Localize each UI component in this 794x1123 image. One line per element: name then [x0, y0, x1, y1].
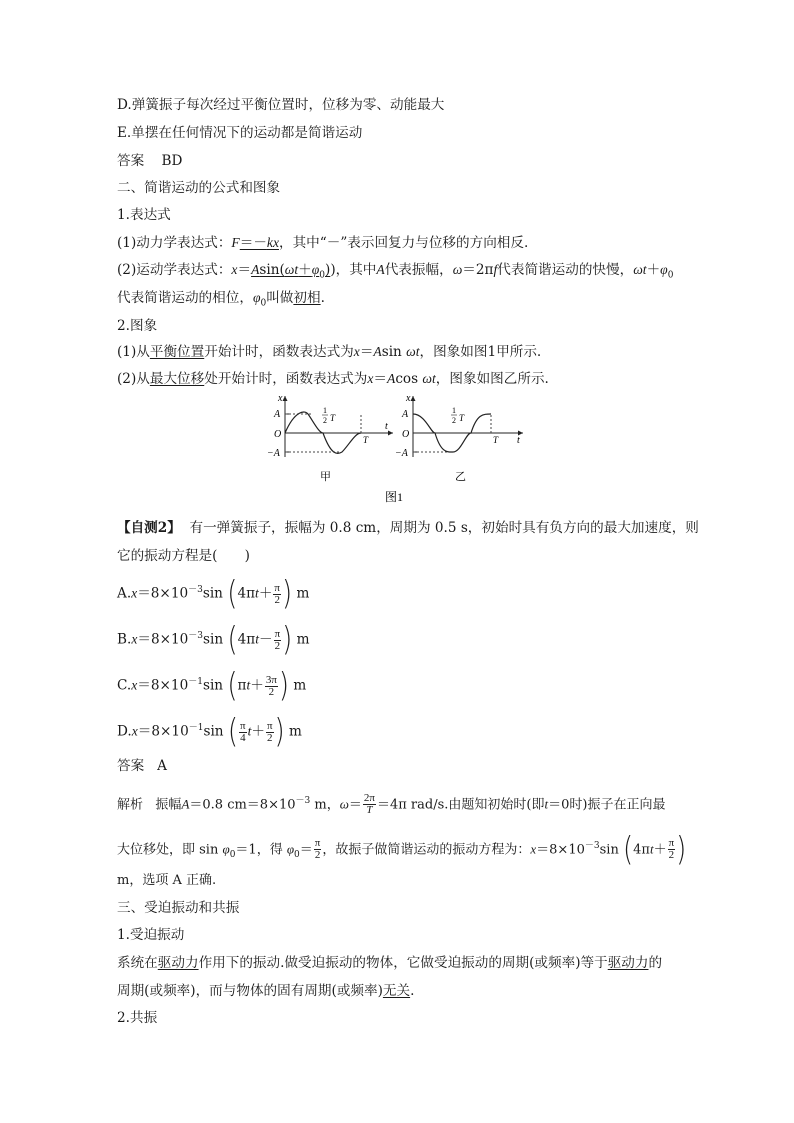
question-line-2: 它的振动方程是( ) — [117, 548, 250, 564]
plot-left — [267, 393, 393, 483]
forced-line-1: 系统在驱动力作用下的振动.做受迫振动的物体，它做受迫振动的周期(或频率)等于驱动力的 — [117, 955, 663, 971]
subsection-resonance: 2.共振 — [117, 1010, 158, 1026]
fig-left-negA: −A — [267, 448, 280, 459]
fig-right-O: O — [402, 429, 410, 440]
answer-line — [117, 151, 182, 171]
formula-dynamics: (1)动力学表达式：F＝－kx，其中“－”表示回复力与位移的方向相反. — [117, 235, 529, 251]
question-line-1: 【自测2】 有一弹簧振子，振幅为 0.8 cm，周期为 0.5 s，初始时具有负方向的最大加速度，则 — [117, 520, 699, 536]
subsection-expression: 1.表达式 — [117, 207, 171, 223]
option-c: $C.x=8\times 10^{-1}\sin$ (πt＋ $\frac{3\pi}{2}$ ) m — [117, 667, 307, 705]
plot-right — [395, 393, 523, 483]
fig-left-x-label: x — [278, 393, 283, 404]
fig-right-T: T — [493, 435, 499, 445]
fig-right-x-label: x — [406, 393, 411, 404]
subsection-graph: 2.图象 — [117, 318, 158, 334]
graph-line-2: (2)从最大位移处开始计时，函数表达式为x＝Acos ωt，图象如图乙所示. — [117, 371, 549, 387]
option-d-text: D.弹簧振子每次经过平衡位置时，位移为零、动能最大 — [117, 97, 445, 113]
formula-kinematics-cont: 代表简谐运动的相位，$\varphi_0$叫做初相. — [117, 290, 325, 309]
section-2-title: 二、简谐运动的公式和图象 — [117, 180, 281, 196]
option-e-text: E.单摆在任何情况下的运动都是简谐运动 — [117, 125, 363, 141]
fig-left-halfT: T — [330, 413, 336, 423]
fig-right-halfT: T — [459, 413, 465, 423]
answer-label: 答案 — [117, 153, 145, 169]
subsection-forced: 1.受迫振动 — [117, 927, 185, 943]
answer-2-line: 答案 A — [117, 758, 167, 774]
fig-right-negA: −A — [395, 448, 408, 459]
solution-line-3: m，选项 A 正确. — [117, 873, 217, 888]
fig-left-A: A — [274, 409, 281, 420]
figure-caption: 图1 — [385, 490, 404, 503]
fig-right-t-label: t — [517, 435, 520, 446]
fig-left-t-label: t — [385, 421, 388, 432]
fig-right-caption: 乙 — [455, 471, 466, 483]
section-3-title: 三、受迫振动和共振 — [117, 900, 240, 916]
solution-line-1: 解析 振幅A＝0.8 $cm=8\times 10^{-3}$ m，ω＝ $\frac{2\pi}{T}$ ＝4π rad/s.由题知初始时(即t＝0时)振子在正向最 — [117, 792, 666, 817]
fig-right-A: A — [402, 409, 409, 420]
fig-left-O: O — [274, 429, 282, 440]
graph-line-1: (1)从平衡位置开始计时，函数表达式为x＝Asin ωt，图象如图1甲所示. — [117, 344, 542, 360]
question-tag: 【自测2】 — [117, 520, 181, 536]
figure-1 — [265, 393, 535, 503]
fig-left-half-den: 2 — [323, 416, 327, 425]
forced-line-2: 周期(或频率)，而与物体的固有周期(或频率)无关. — [117, 983, 415, 999]
solution-line-2: 大位移处，即 $\sin \varphi_0=1$，得 $\varphi_0=$ $\frac{\pi}{2}$ ，故振子做简谐运动的振动方程为：$x=8\times 10^{-3}\sin$ (4πt＋ $\frac{\pi}{2}$ ) — [117, 831, 687, 869]
fig-right-half-den: 2 — [452, 416, 456, 425]
fig-left-caption: 甲 — [320, 471, 331, 483]
fig-right-half-num: 1 — [452, 406, 456, 415]
option-d: $D.x=8\times 10^{-1}\sin$ ( $\frac{\pi}{4}$ t＋ $\frac{\pi}{2}$ ) m — [117, 713, 302, 751]
answer-value: BD — [161, 153, 183, 169]
fig-left-T: T — [363, 435, 369, 445]
option-b: $B.x=8\times 10^{-3}\sin$ (4πt－ $\frac{\pi}{2}$ ) m — [117, 621, 310, 659]
fig-left-half-num: 1 — [323, 406, 327, 415]
formula-kinematics: (2)运动学表达式：$x=Asin(\omega t+\varphi_0)$)，其中A代表振幅，ω＝2πf代表简谐运动的快慢，$\omega t+\varphi_0$ — [117, 262, 674, 281]
option-a: $A.x=8\times 10^{-3}\sin$ (4πt＋ $\frac{\pi}{2}$ ) m — [117, 575, 310, 613]
